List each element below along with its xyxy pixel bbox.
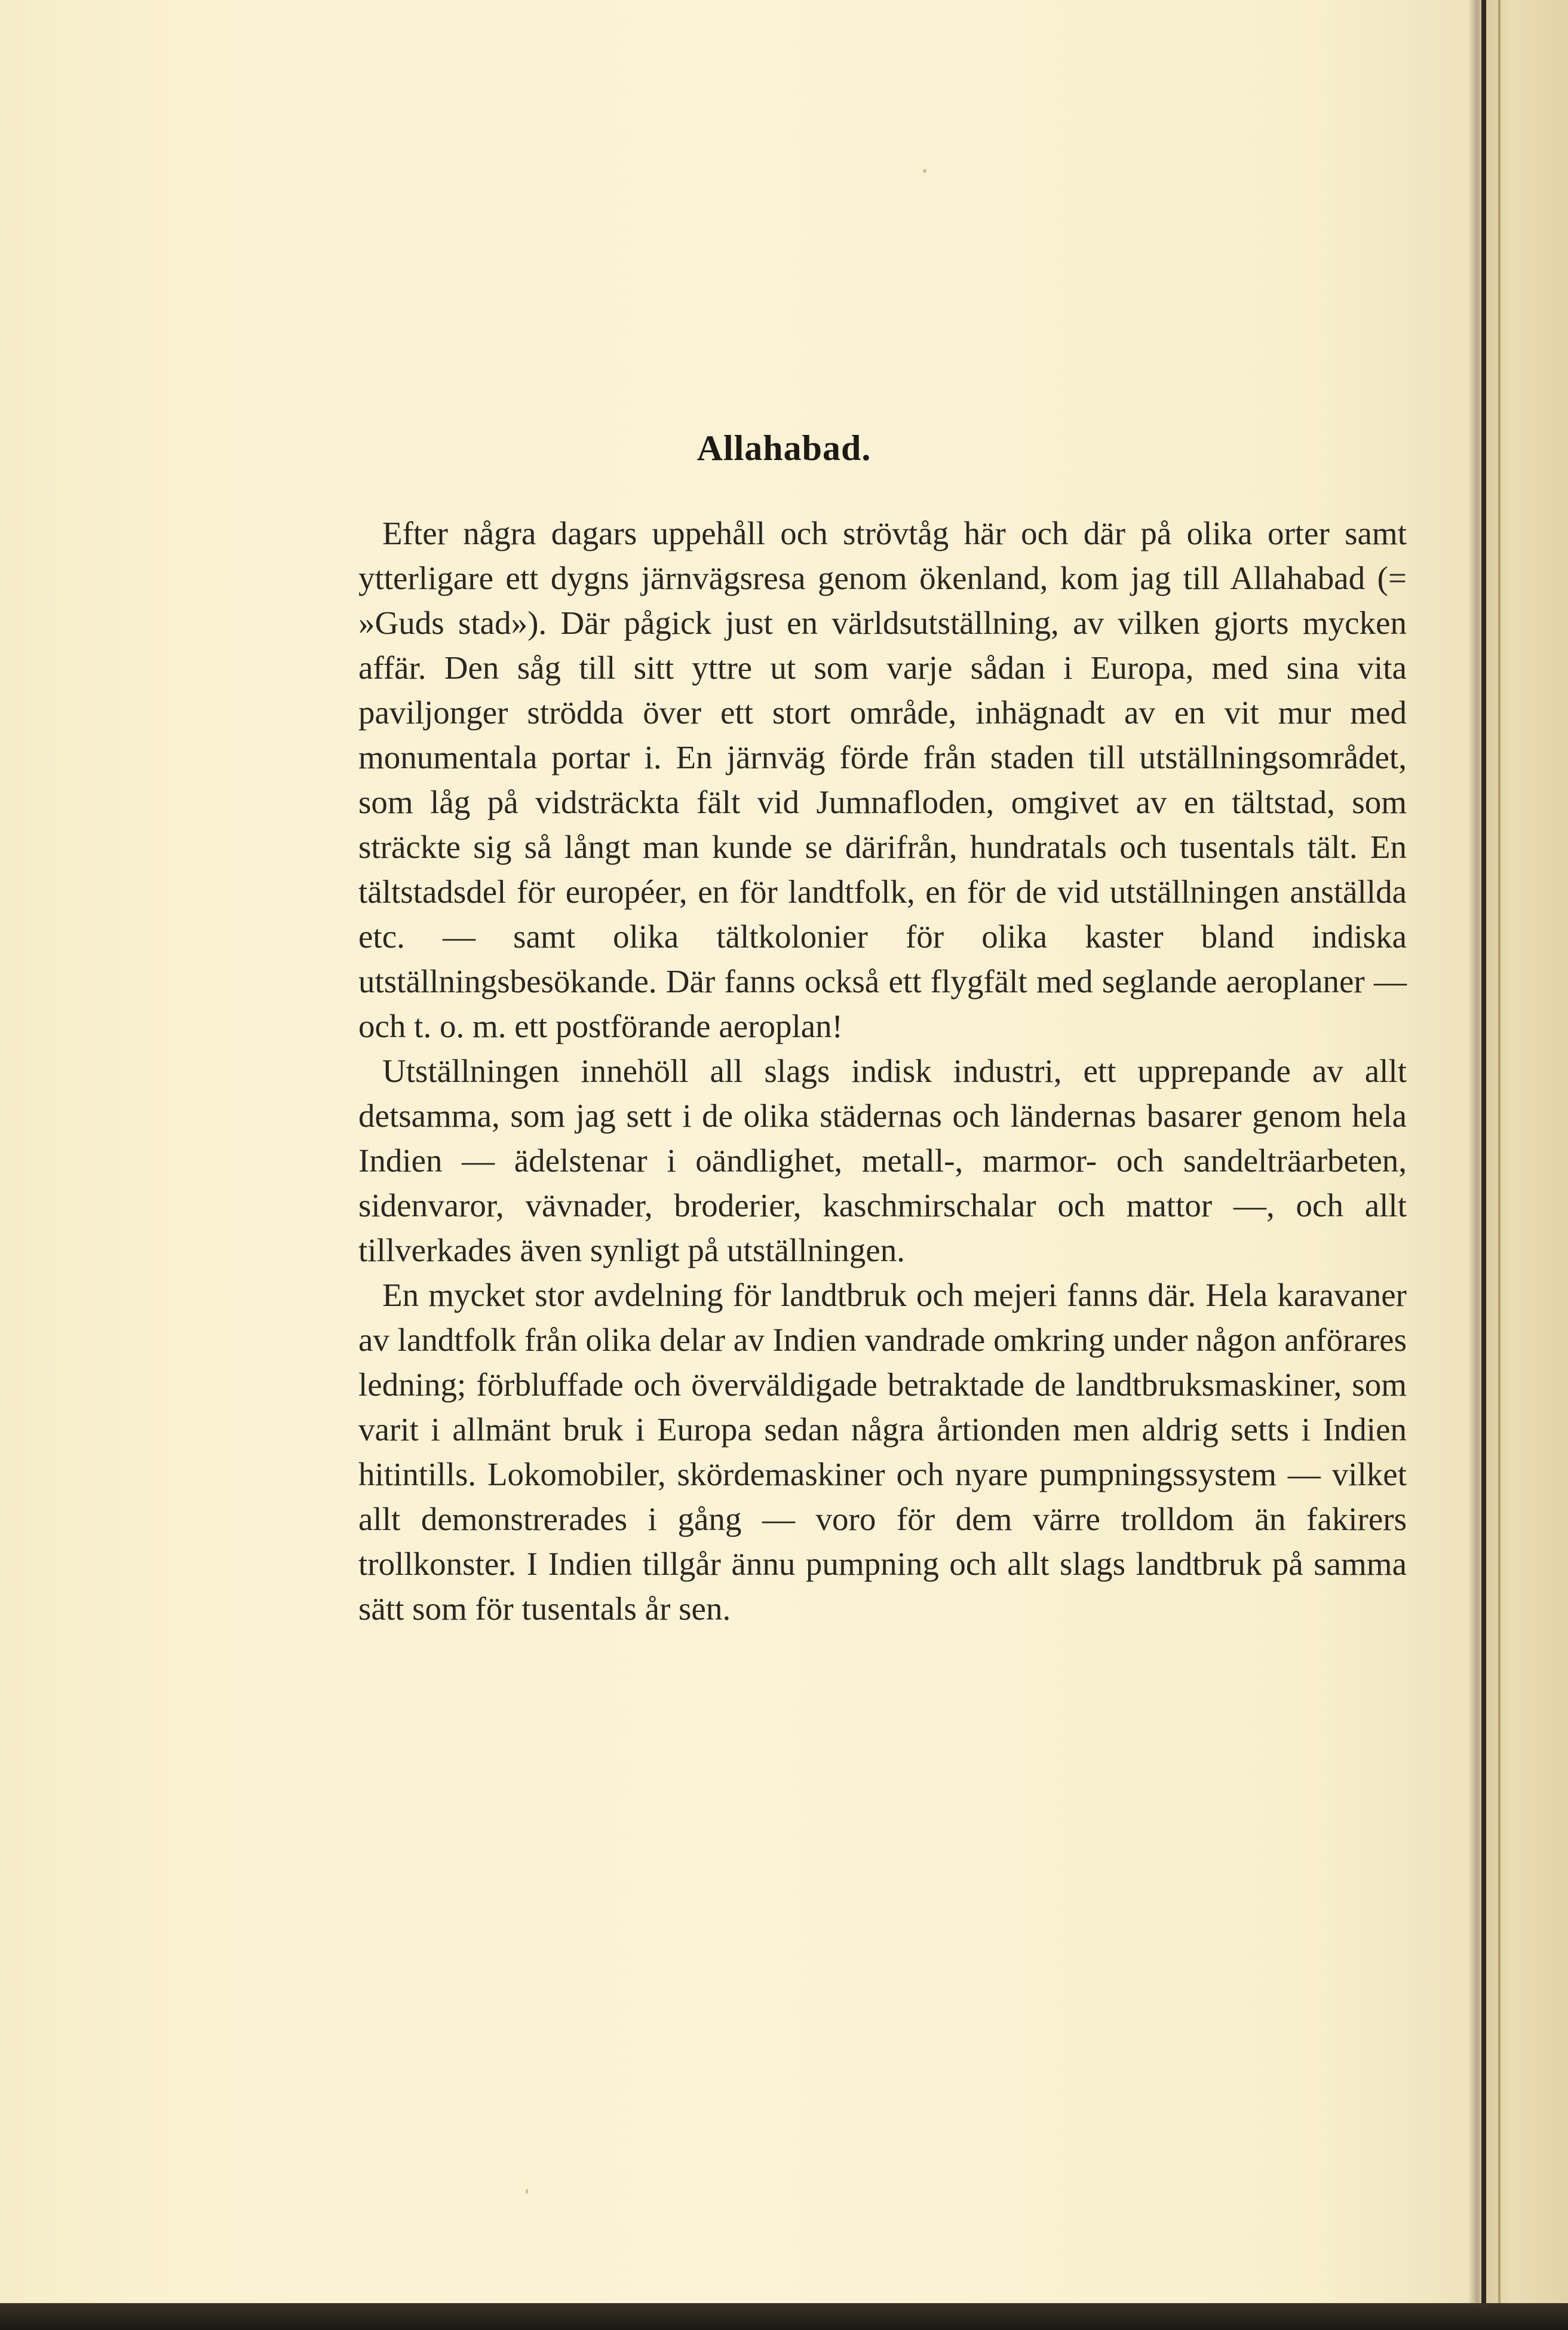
page-fold-line <box>1498 0 1501 2330</box>
paragraph-2: Utställningen innehöll all slags indisk industri, ett upprepande av allt detsamma, som jag sett i de olika städernas och ländernas basarer genom hela Indien — ädelstenar i oändlighet, metall-, marmor- och sandelträarbeten, sidenvaror, vävnader, broderier, kaschmirschalar och mattor —, och allt tillverkades även synligt på utställningen. <box>358 1053 1407 1268</box>
adjacent-page-edge <box>1486 0 1568 2330</box>
paper-speck <box>526 2189 528 2194</box>
body-text <box>358 511 1407 1631</box>
paper-speck <box>923 169 926 173</box>
page-title: Allahabad. <box>696 428 872 468</box>
page-edge-shadow <box>1468 0 1486 2303</box>
bottom-binding-shadow <box>0 2303 1568 2330</box>
paragraph-1: Efter några dagars uppehåll och strövtåg här och där på olika orter samt ytterligare ett dygns järnvägsresa genom ökenland, kom jag till Allahabad (= »Guds stad»). Där pågick just en världsutställning, av vilken gjorts mycken affär. Den såg till sitt yttre ut som varje sådan i Europa, med sina vita paviljonger strödda över ett stort område, inhägnadt av en vit mur med monumentala portar i. En järnväg förde från staden till utställningsområdet, som låg på vidsträckta fält vid Jumnafloden, omgivet av en tältstad, som sträckte sig så långt man kunde se därifrån, hundratals och tusentals tält. En tältstadsdel för européer, en för landtfolk, en för de vid utställningen anställda etc. — samt olika tältkolonier för olika kaster bland indiska utställningsbesökande. Där fanns också ett flygfält med seglande aeroplaner — och t. o. m. ett postförande aeroplan! <box>358 515 1407 1044</box>
paragraph-3: En mycket stor avdelning för landtbruk och mejeri fanns där. Hela karavaner av landtfolk från olika delar av Indien vandrade omkring under någon anförares ledning; förbluffade och överväldigade betraktade de landtbruksmaskiner, som varit i allmänt bruk i Europa sedan några årtionden men aldrig setts i Indien hitintills. Lokomobiler, skördemaskiner och nyare pumpningssystem — vilket allt demonstrerades i gång — voro för dem värre trolldom än fakirers trollkonster. I Indien tillgår ännu pumpning och allt slags landtbruk på samma sätt som för tusentals år sen. <box>358 1277 1407 1627</box>
